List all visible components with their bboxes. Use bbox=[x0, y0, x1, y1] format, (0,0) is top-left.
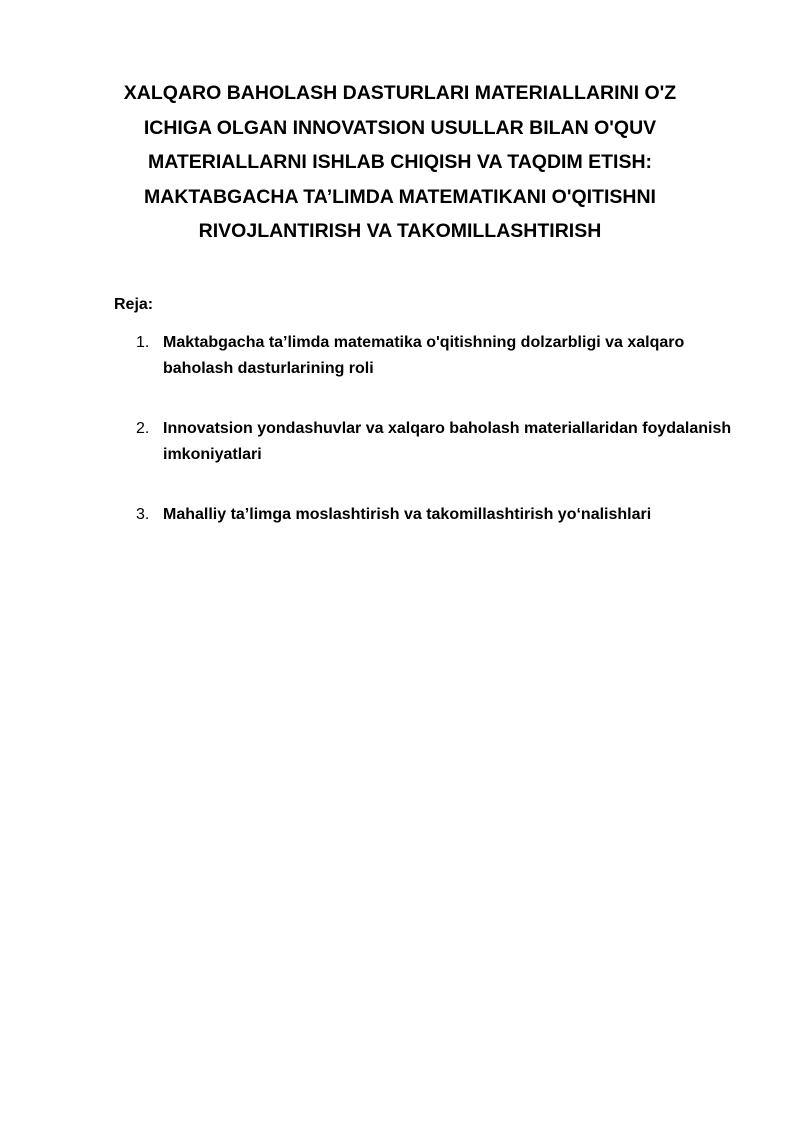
title-line: MAKTABGACHA TA’LIMDA MATEMATIKANI O'QITISHNI bbox=[144, 185, 656, 208]
plan-item-line: imkoniyatlari bbox=[163, 446, 262, 463]
plan-item-line: Maktabgacha ta’limda matematika o'qitishning dolzarbligi va xalqaro bbox=[163, 334, 685, 351]
title-line: RIVOJLANTIRISH VA TAKOMILLASHTIRISH bbox=[198, 220, 602, 242]
plan-item-text bbox=[163, 502, 763, 528]
plan-item-number: 2. bbox=[136, 420, 150, 437]
plan-item-line: Innovatsion yondashuvlar va xalqaro baholash materiallaridan foydalanish bbox=[163, 420, 732, 437]
plan-heading: Reja: bbox=[114, 296, 154, 313]
plan-item-line: Mahalliy ta’limga moslashtirish va takomillashtirish yo‘nalishlari bbox=[163, 506, 652, 523]
plan-item-text bbox=[163, 416, 763, 468]
plan-item-number: 1. bbox=[136, 334, 150, 351]
plan-item-number: 3. bbox=[136, 506, 150, 523]
plan-item-line: baholash dasturlarining roli bbox=[163, 360, 374, 377]
title-line: XALQARO BAHOLASH DASTURLARI MATERIALLARINI O'Z bbox=[123, 82, 677, 104]
title-line: ICHIGA OLGAN INNOVATSION USULLAR BILAN O'QUV bbox=[143, 116, 657, 139]
plan-item-text bbox=[163, 330, 763, 382]
document-title bbox=[110, 76, 690, 249]
title-line: MATERIALLARNI ISHLAB CHIQISH VA TAQDIM ETISH: bbox=[147, 151, 653, 173]
